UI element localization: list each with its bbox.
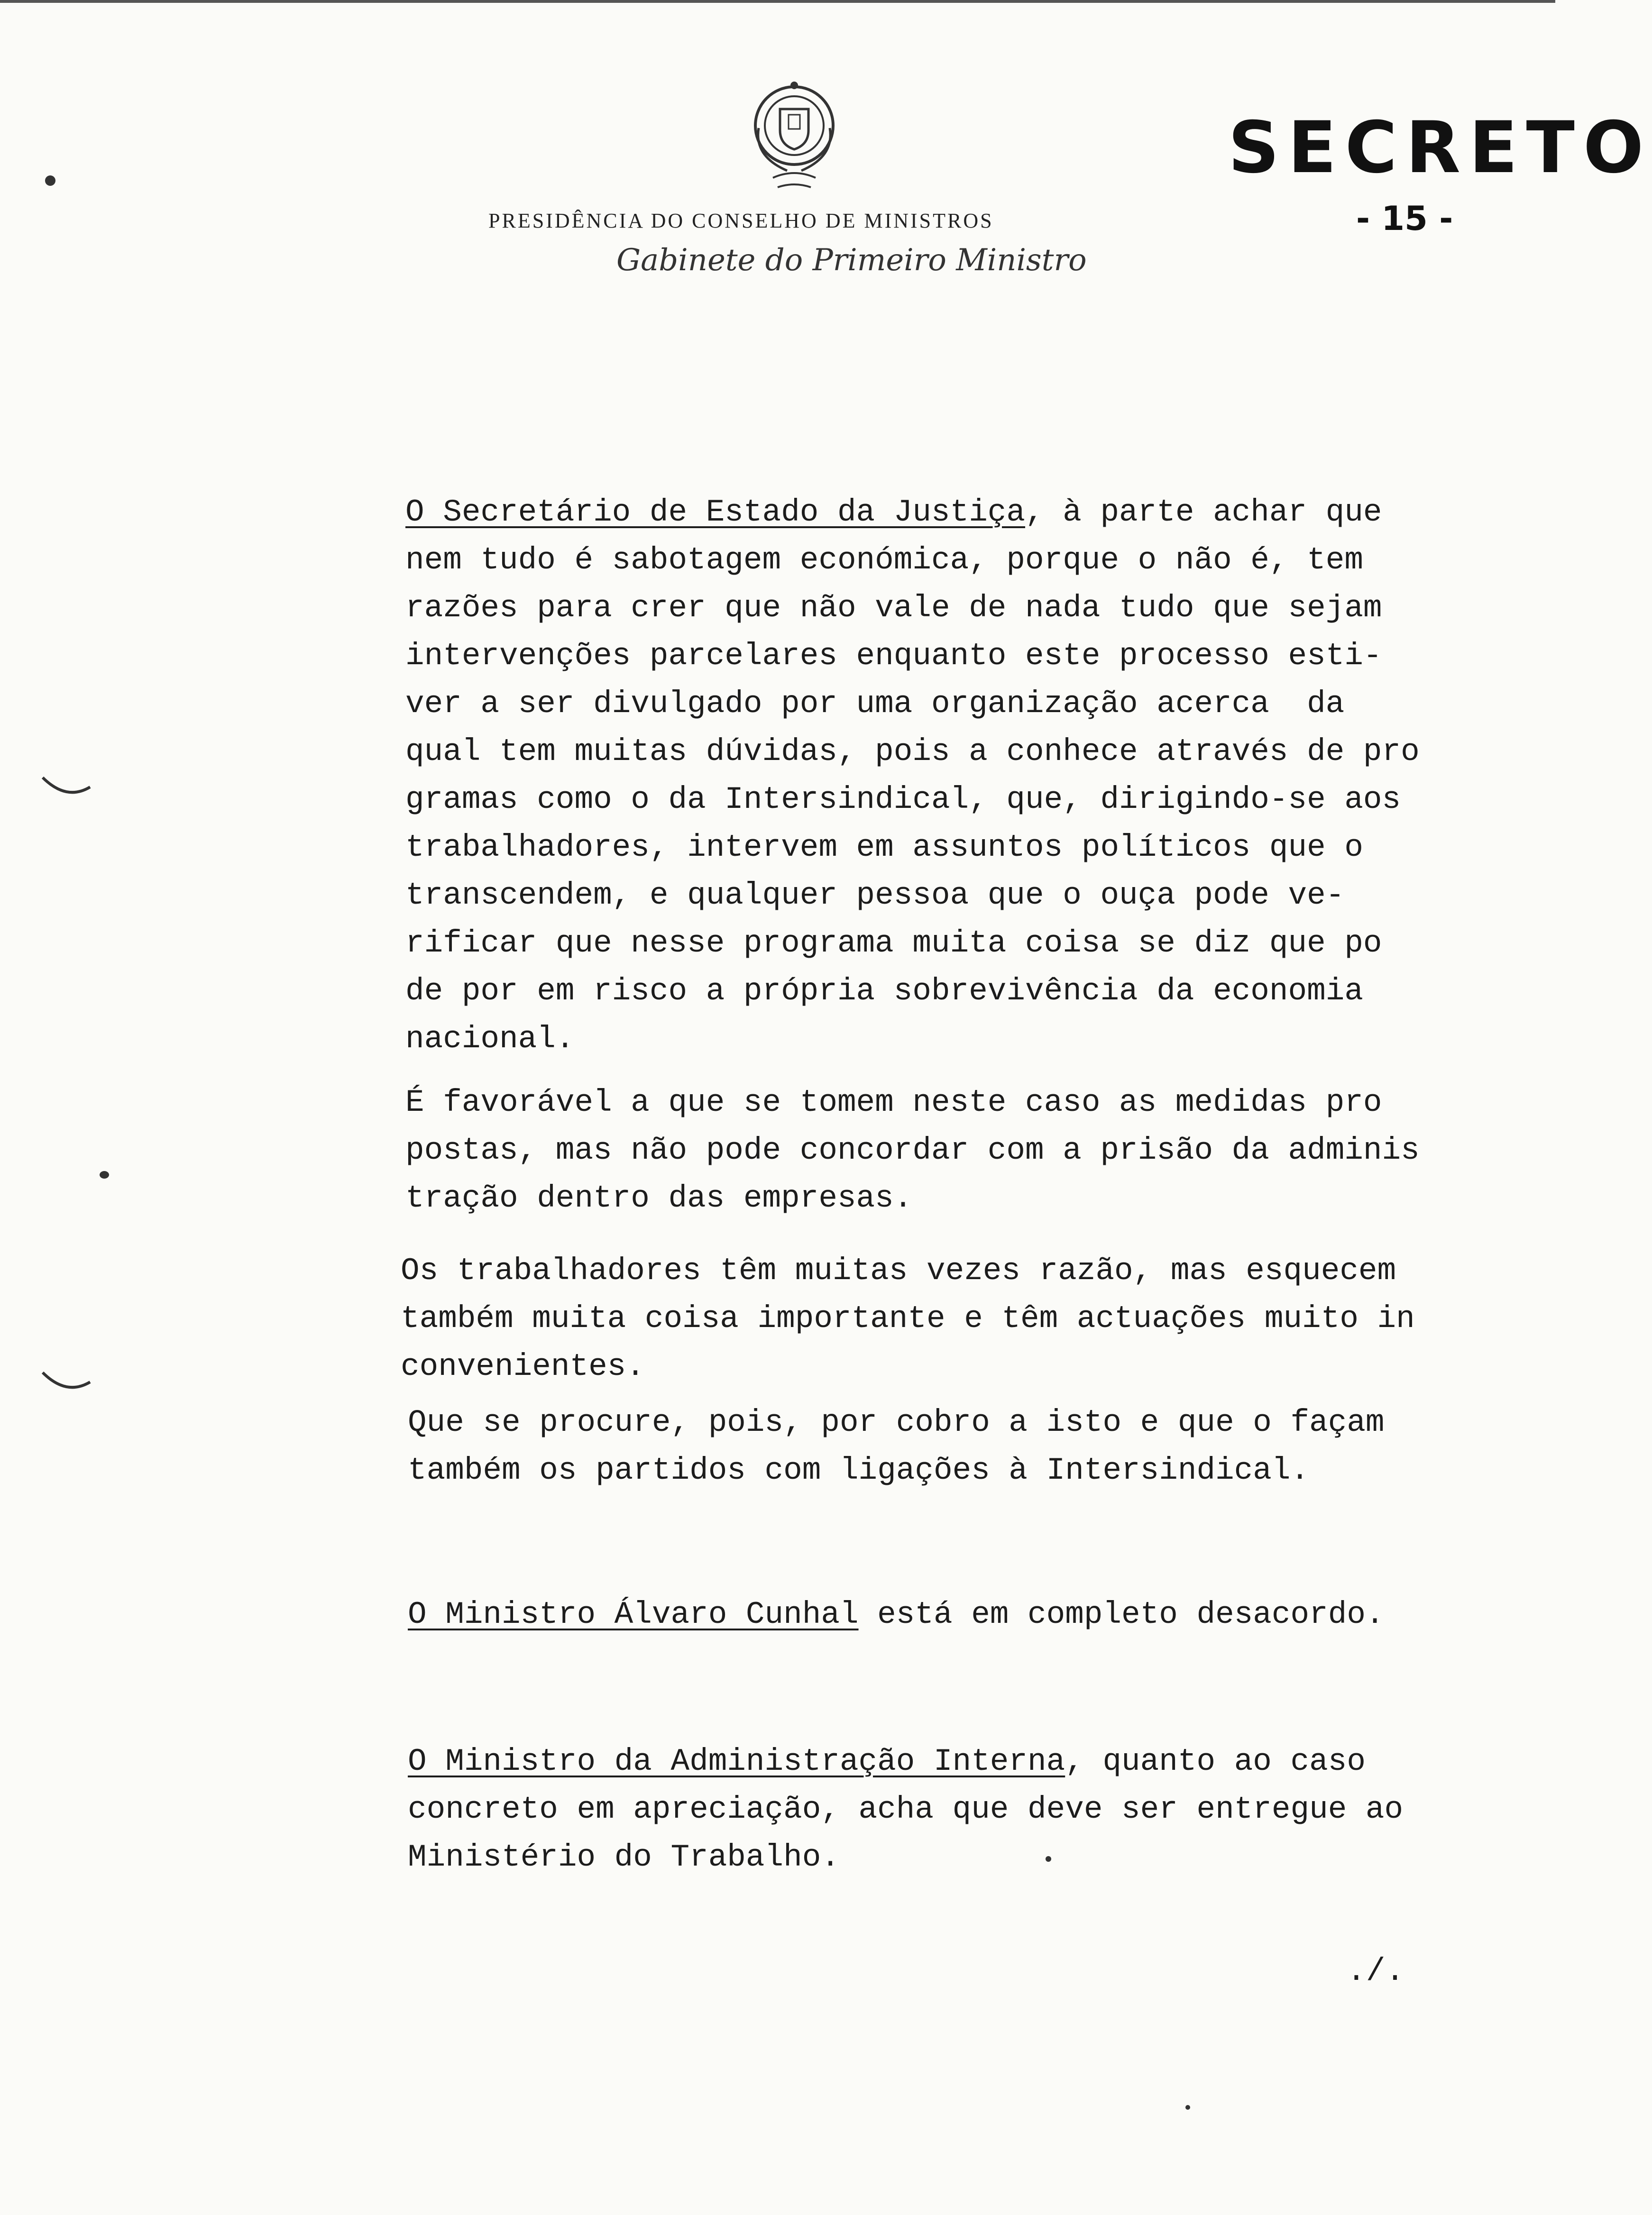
paragraph-put-end: Que se procure, pois, por cobro a isto e que o façam também os partidos com ligações à Intersindical. <box>408 1405 1385 1488</box>
scan-speck <box>1046 1856 1051 1862</box>
classification-stamp: SECRETO <box>1228 107 1652 189</box>
punch-hole-mark <box>40 1368 92 1396</box>
paragraph-justice-secretary: O Secretário de Estado da Justiça, à parte achar que nem tudo é sabotagem económica, porque o não é, tem razões para crer que não vale de nada tudo que sejam intervenções parcelares enquanto este processo esti- ver a ser divulgado por uma organização acerca da qual tem muitas dúvidas, pois a conhece através de pro gramas como o da Intersindical, que, dirigindo-se aos trabalhadores, intervem em assuntos políticos que o transcendem, e qualquer pessoa que o ouça pode ve- rificar que nesse programa muita coisa se diz que po de por em risco a própria sobrevivência da economia nacional. <box>405 494 1420 1057</box>
punch-hole-mark <box>40 773 92 801</box>
continuation-mark: ./. <box>1347 1953 1405 1990</box>
scan-speck <box>45 175 55 186</box>
paragraph-favorable-measures: É favorável a que se tomem neste caso as medidas pro postas, mas não pode concordar com a prisão da adminis tração dentro das empresas. <box>405 1085 1420 1216</box>
coat-of-arms-emblem <box>740 76 849 194</box>
page-number: - 15 - <box>1356 199 1453 238</box>
scan-speck <box>1185 2105 1190 2110</box>
speaker-alvaro-cunhal: O Ministro Álvaro Cunhal <box>408 1597 859 1632</box>
top-border <box>0 0 1555 3</box>
paragraph-workers: Os trabalhadores têm muitas vezes razão, mas esquecem também muita coisa importante e têm actuações muito in convenientes. <box>401 1253 1415 1384</box>
paragraph-alvaro-cunhal: O Ministro Álvaro Cunhal está em completo desacordo. <box>408 1597 1385 1632</box>
cabinet-script-heading: Gabinete do Primeiro Ministro <box>616 243 1087 278</box>
speaker-justice-secretary: O Secretário de Estado da Justiça <box>405 494 1026 530</box>
speaker-internal-administration: O Ministro da Administração Interna <box>408 1744 1065 1779</box>
paragraph-internal-administration: O Ministro da Administração Interna, quanto ao caso concreto em apreciação, acha que deve ser entregue ao Ministério do Trabalho. <box>408 1744 1404 1875</box>
scan-speck <box>100 1171 109 1179</box>
institution-header: PRESIDÊNCIA DO CONSELHO DE MINISTROS <box>488 209 994 232</box>
